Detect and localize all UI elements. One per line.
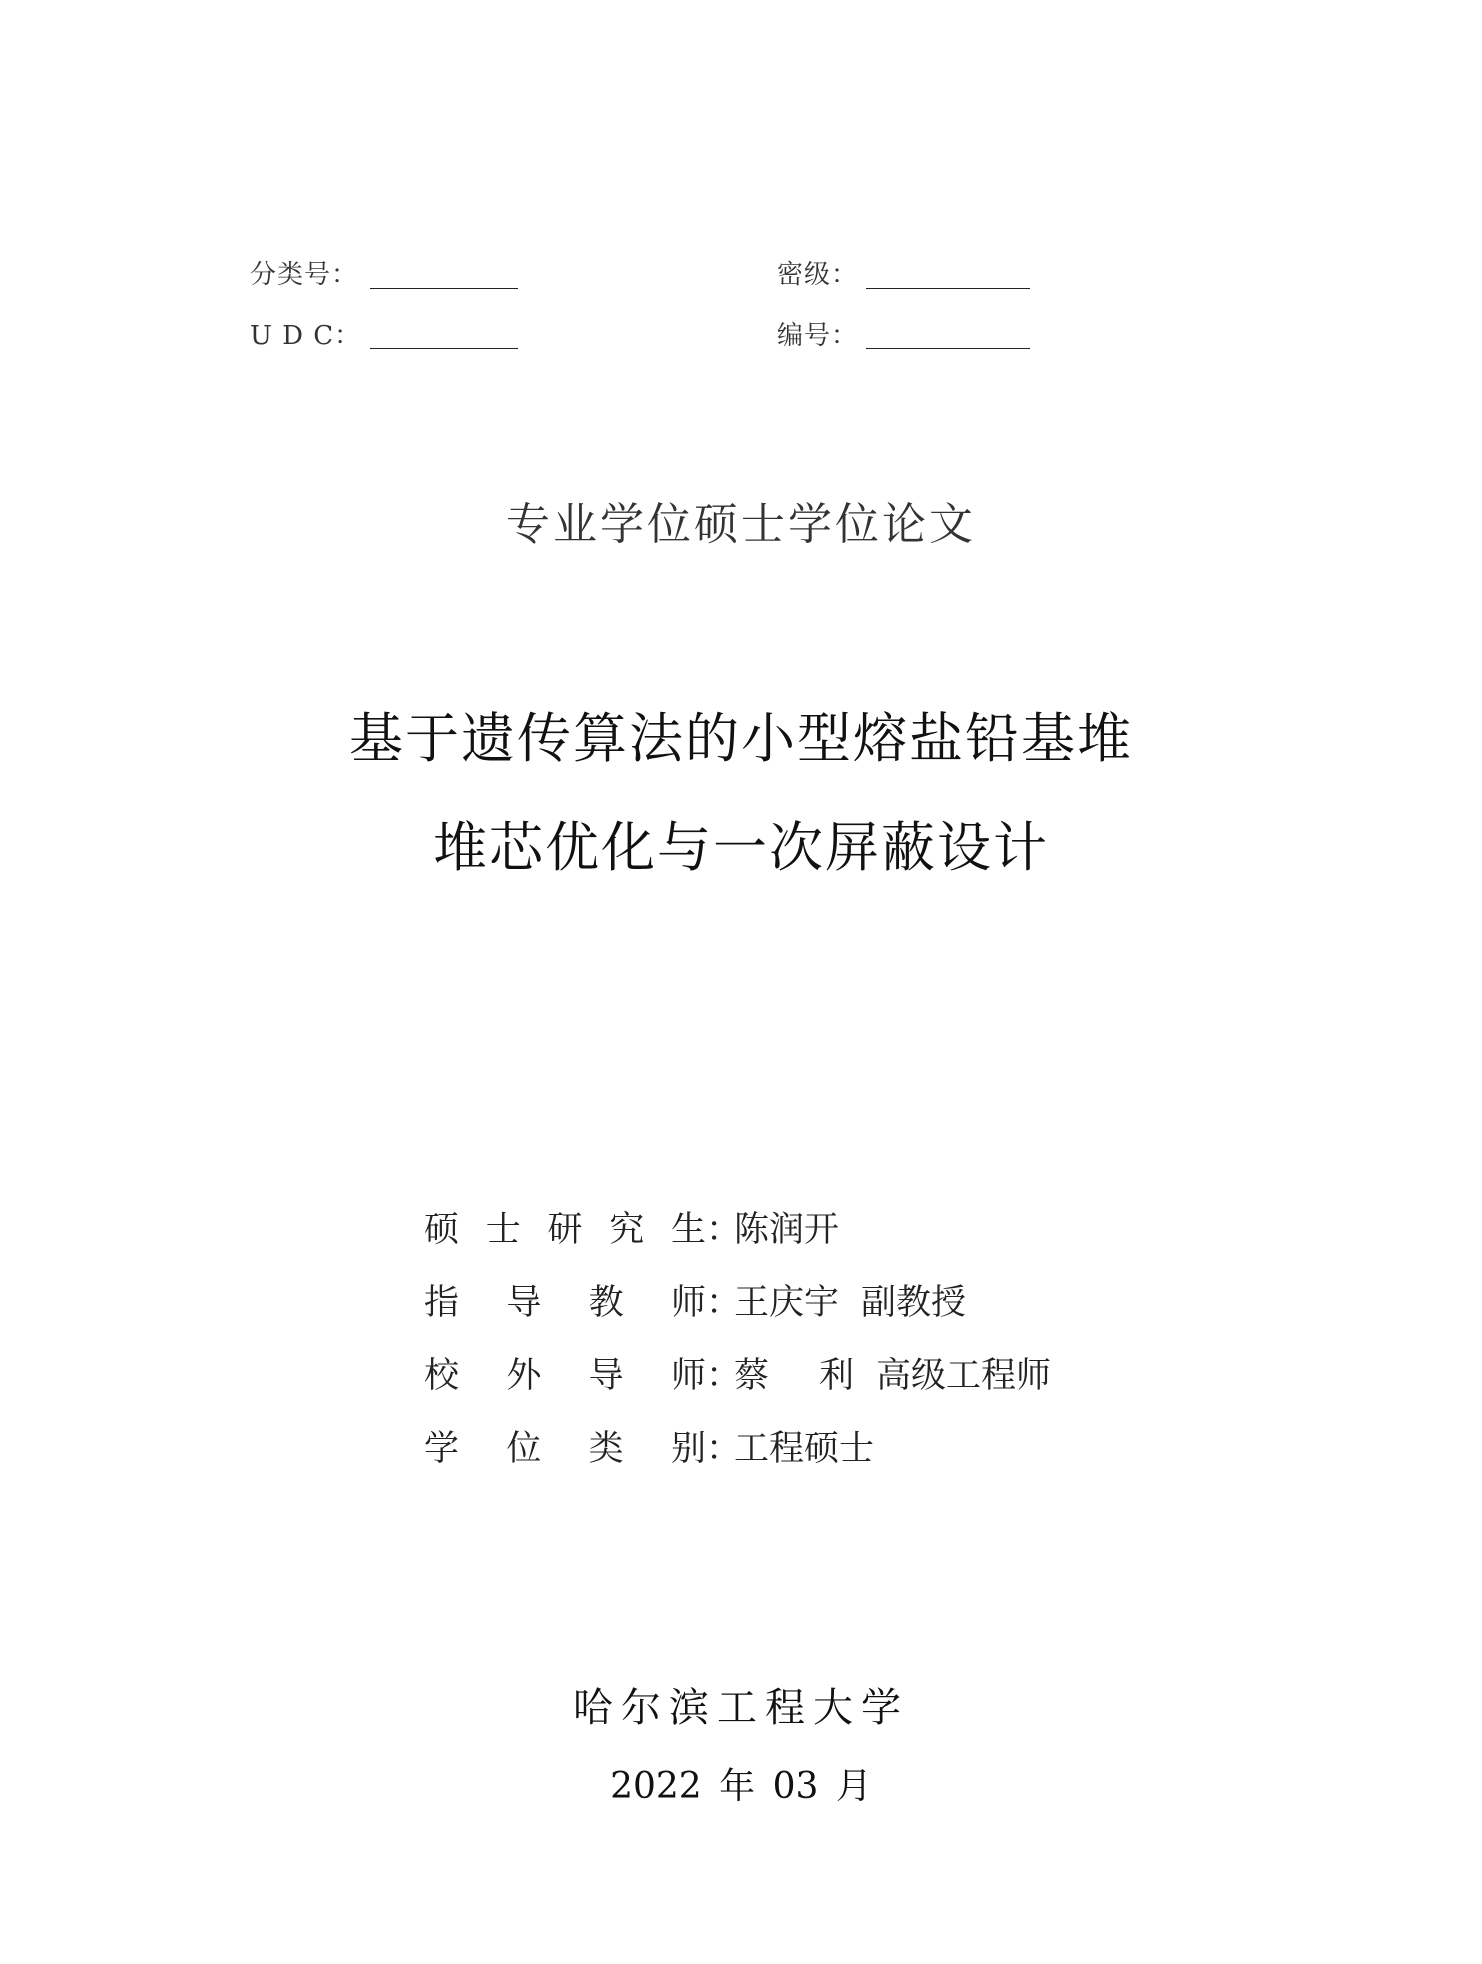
- student-label: 硕 士 研 究 生: [424, 1210, 706, 1250]
- classification-label: 分类号：: [250, 260, 359, 290]
- serial-number-label: 编号：: [777, 321, 859, 351]
- info-row-advisor: 指 导 教 师 ： 王庆宇 副教授: [424, 1275, 966, 1325]
- thesis-title-line2: 堆芯优化与一次屏蔽设计: [433, 816, 1049, 879]
- degree-type-value: 工程硕士: [734, 1429, 875, 1469]
- external-advisor-title: 高级工程师: [876, 1356, 1052, 1396]
- date-month: 03: [772, 1766, 819, 1807]
- secret-level-label: 密级：: [777, 260, 859, 290]
- udc-label: U D C：: [250, 321, 362, 351]
- submission-date: [0, 1758, 1482, 1809]
- secret-level-blank: [866, 288, 1030, 289]
- info-row-external-advisor: 校 外 导 师 ： 蔡 利 高级工程师: [424, 1348, 1051, 1398]
- advisor-label: 指 导 教 师: [424, 1283, 706, 1323]
- classification-blank: [370, 288, 518, 289]
- date-year: 2022: [610, 1766, 702, 1807]
- serial-number-blank: [866, 348, 1030, 349]
- udc-blank: [370, 348, 518, 349]
- external-advisor-name: 蔡 利: [734, 1356, 855, 1396]
- info-row-degree-type: 学 位 类 别 ： 工程硕士: [424, 1421, 874, 1471]
- degree-type-label: 学 位 类 别: [424, 1429, 706, 1469]
- thesis-type: 专业学位硕士学位论文: [506, 499, 976, 550]
- date-year-unit: 年: [719, 1766, 756, 1807]
- advisor-title: 副教授: [861, 1283, 967, 1323]
- university-name: 哈尔滨工程大学: [573, 1685, 909, 1731]
- student-name: 陈润开: [734, 1210, 840, 1250]
- thesis-title-line1: 基于遗传算法的小型熔盐铅基堆: [349, 707, 1133, 770]
- advisor-name: 王庆宇: [734, 1283, 840, 1323]
- date-month-unit: 月: [835, 1766, 872, 1807]
- external-advisor-label: 校 外 导 师: [424, 1356, 706, 1396]
- info-row-student: 硕 士 研 究 生 ： 陈润开: [424, 1202, 839, 1252]
